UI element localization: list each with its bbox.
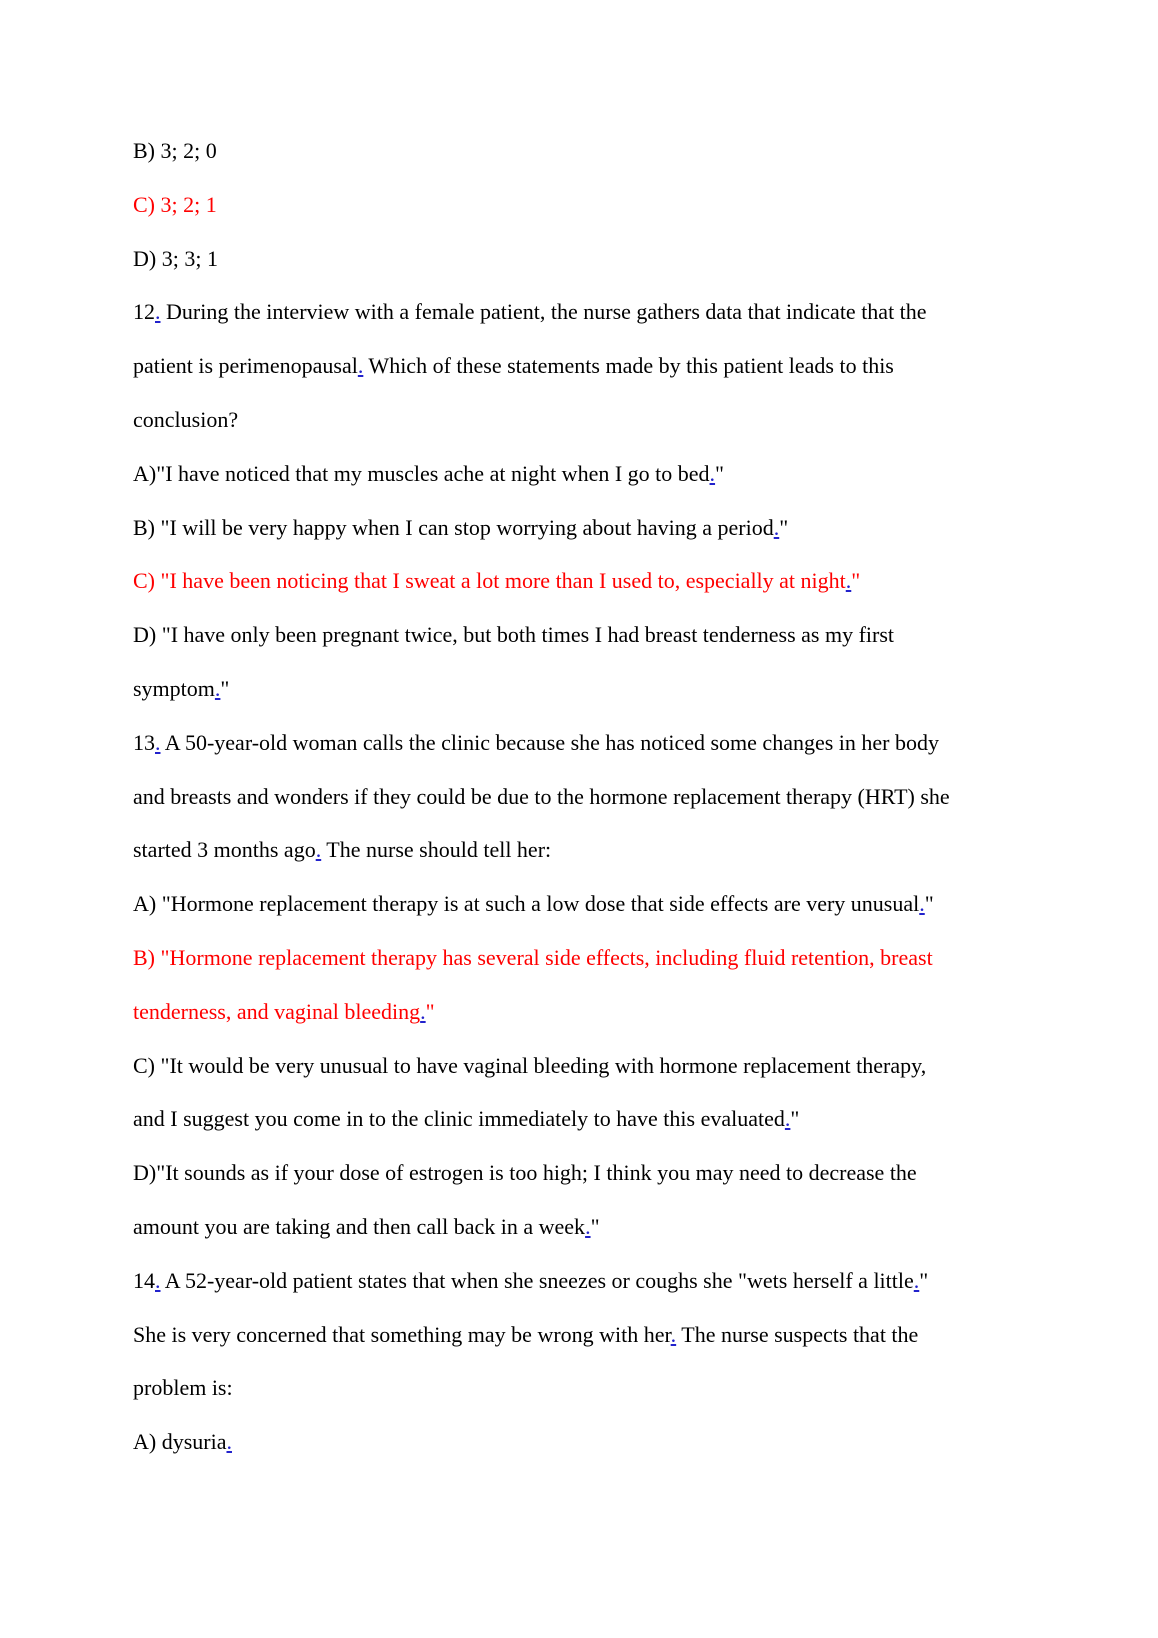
q12-option-c-correct (133, 554, 1045, 608)
q13-option-c (133, 1039, 1045, 1147)
answer-period-link[interactable]: . (315, 837, 322, 863)
text-run: D) 3; 3; 1 (133, 245, 218, 271)
text-run: C) 3; 2; 1 (133, 191, 217, 217)
text-run: " (851, 568, 861, 594)
answer-period-link[interactable]: . (155, 299, 161, 325)
text-run: The nurse suspects that the (676, 1321, 919, 1347)
text-run: " (779, 514, 789, 540)
answer-period-link[interactable]: . (420, 998, 426, 1024)
answer-period-link[interactable]: . (226, 1429, 232, 1455)
text-line (133, 770, 1045, 824)
q12-stem (133, 285, 1045, 446)
text-run: problem is: (133, 1375, 233, 1401)
answer-period-link[interactable]: . (670, 1321, 677, 1347)
answer-period-link[interactable]: . (585, 1213, 591, 1239)
text-line (133, 985, 1045, 1039)
q13-option-a (133, 877, 1045, 931)
text-line (133, 716, 1045, 770)
text-run: conclusion? (133, 406, 239, 432)
text-run: patient is perimenopausal (133, 353, 358, 379)
text-run: tenderness, and vaginal bleeding (133, 998, 421, 1024)
text-line (133, 931, 1045, 985)
text-line (133, 662, 1045, 716)
q11-option-c-correct (133, 178, 1045, 232)
text-run: A 52-year-old patient states that when she sneezes or coughs she "wets herself a little (160, 1267, 914, 1293)
text-run: 12 (133, 299, 155, 325)
text-run: Which of these statements made by this patient leads to this (363, 353, 894, 379)
q12-option-b (133, 501, 1045, 555)
text-run: amount you are taking and then call back in a week (133, 1213, 586, 1239)
text-run: 13 (133, 729, 155, 755)
text-line (133, 1254, 1045, 1308)
text-run: " (715, 460, 725, 486)
text-line (133, 1039, 1045, 1093)
text-line (133, 1308, 1045, 1362)
q12-option-a (133, 447, 1045, 501)
document-page (133, 124, 1045, 1469)
text-line (133, 178, 1045, 232)
text-line (133, 393, 1045, 447)
text-run: " (425, 998, 435, 1024)
text-run: She is very concerned that something may be wrong with her (133, 1321, 671, 1347)
answer-period-link[interactable]: . (784, 1106, 791, 1132)
text-run: " (924, 891, 934, 917)
answer-period-link[interactable]: . (919, 891, 925, 917)
text-run: D)"It sounds as if your dose of estrogen is too high; I think you may need to decrease the (133, 1160, 917, 1186)
q14-stem (133, 1254, 1045, 1415)
text-run: and breasts and wonders if they could be due to the hormone replacement therapy (HRT) she (133, 783, 950, 809)
text-line (133, 1415, 1045, 1469)
text-run: " (220, 675, 230, 701)
text-run: During the interview with a female patient, the nurse gathers data that indicate that the (160, 299, 927, 325)
q11-option-d (133, 232, 1045, 286)
text-line (133, 1146, 1045, 1200)
text-run: 14 (133, 1267, 155, 1293)
text-line (133, 608, 1045, 662)
answer-period-link[interactable]: . (773, 514, 780, 540)
answer-period-link[interactable]: . (155, 1267, 161, 1293)
text-line (133, 447, 1045, 501)
text-run: symptom (133, 675, 215, 701)
q12-option-d (133, 608, 1045, 716)
q11-option-b (133, 124, 1045, 178)
text-run: " (790, 1106, 800, 1132)
text-run: A) dysuria (133, 1429, 227, 1455)
text-run: started 3 months ago (133, 837, 316, 863)
text-run: A)"I have noticed that my muscles ache at night when I go to bed (133, 460, 710, 486)
q13-option-b-correct (133, 931, 1045, 1039)
answer-period-link[interactable]: . (709, 460, 716, 486)
q13-option-d (133, 1146, 1045, 1254)
q13-stem (133, 716, 1045, 877)
text-line (133, 877, 1045, 931)
text-line (133, 1200, 1045, 1254)
text-run: " (919, 1267, 929, 1293)
text-run: A 50-year-old woman calls the clinic because she has noticed some changes in her body (160, 729, 939, 755)
text-run: C) "I have been noticing that I sweat a lot more than I used to, especially at night (133, 568, 846, 594)
text-run: A) "Hormone replacement therapy is at such a low dose that side effects are very unusual (133, 891, 920, 917)
text-line (133, 554, 1045, 608)
answer-period-link[interactable]: . (214, 675, 221, 701)
text-run: and I suggest you come in to the clinic immediately to have this evaluated (133, 1106, 785, 1132)
text-run: " (590, 1213, 600, 1239)
text-line (133, 232, 1045, 286)
text-run: B) "Hormone replacement therapy has several side effects, including fluid retention, breast (133, 944, 933, 970)
text-line (133, 1092, 1045, 1146)
text-line (133, 339, 1045, 393)
text-run: C) "It would be very unusual to have vaginal bleeding with hormone replacement therapy, (133, 1052, 927, 1078)
answer-period-link[interactable]: . (155, 729, 161, 755)
answer-period-link[interactable]: . (913, 1267, 920, 1293)
text-line (133, 823, 1045, 877)
q14-option-a (133, 1415, 1045, 1469)
text-line (133, 501, 1045, 555)
text-run: The nurse should tell her: (321, 837, 552, 863)
answer-period-link[interactable]: . (845, 568, 852, 594)
text-run: D) "I have only been pregnant twice, but both times I had breast tenderness as my first (133, 622, 895, 648)
text-line (133, 124, 1045, 178)
text-line (133, 285, 1045, 339)
text-run: B) 3; 2; 0 (133, 138, 217, 163)
answer-period-link[interactable]: . (357, 353, 364, 379)
text-run: B) "I will be very happy when I can stop worrying about having a period (133, 514, 774, 540)
text-line (133, 1361, 1045, 1415)
